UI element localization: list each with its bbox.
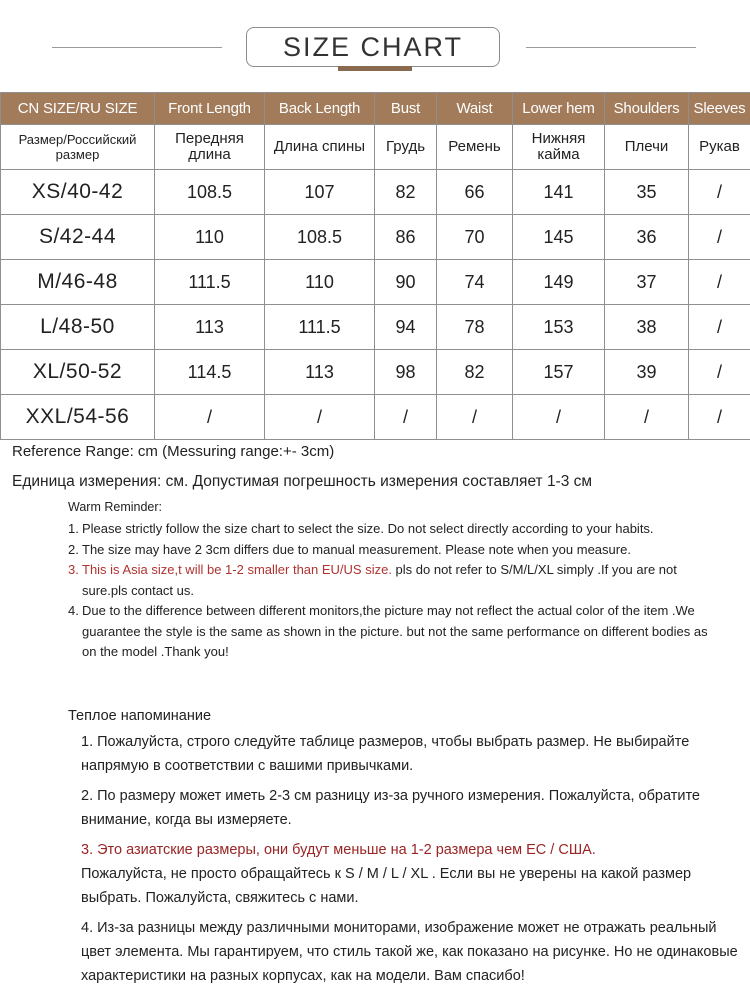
header-divider-right xyxy=(526,47,696,48)
table-cell: / xyxy=(689,395,750,440)
table-row xyxy=(1,305,750,350)
title-underline xyxy=(338,66,412,71)
table-cell: 145 xyxy=(513,215,605,260)
table-cell: 39 xyxy=(605,350,689,395)
reminder-text: pls do not refer to S/M/L/XL simply .If you are not sure.pls contact us. xyxy=(82,562,677,598)
warm-reminder xyxy=(68,500,708,663)
table-cell: 98 xyxy=(375,350,437,395)
reminder-ru-paragraph: 1. Пожалуйста, строго следуйте таблице размеров, чтобы выбрать размер. Не выбирайте напрямую в соответствии с вашими привычками. xyxy=(81,734,690,774)
table-cell: 108.5 xyxy=(155,170,265,215)
table-cell: 114.5 xyxy=(155,350,265,395)
table-cell: 38 xyxy=(605,305,689,350)
header-cell: Bust xyxy=(375,93,437,125)
size-cell: XXL/54-56 xyxy=(1,395,155,440)
header-cell: Front Length xyxy=(155,93,265,125)
table-cell: / xyxy=(265,395,375,440)
reminder-item xyxy=(68,540,708,561)
table-row xyxy=(1,215,750,260)
table-cell: 149 xyxy=(513,260,605,305)
header-cell: CN SIZE/RU SIZE xyxy=(1,93,155,125)
table-cell: 36 xyxy=(605,215,689,260)
header-cell: Back Length xyxy=(265,93,375,125)
table-cell: 66 xyxy=(437,170,513,215)
table-cell: 113 xyxy=(155,305,265,350)
table-cell: 94 xyxy=(375,305,437,350)
header-cell-ru: Рукав xyxy=(689,125,750,170)
table-cell: 86 xyxy=(375,215,437,260)
table-cell: / xyxy=(605,395,689,440)
title-box xyxy=(246,27,500,67)
table-cell: 35 xyxy=(605,170,689,215)
table-cell: / xyxy=(437,395,513,440)
header-cell-ru: Ремень xyxy=(437,125,513,170)
table-cell: / xyxy=(689,305,750,350)
table-cell: / xyxy=(375,395,437,440)
table-cell: / xyxy=(155,395,265,440)
reminder-number: 1. xyxy=(68,521,79,536)
table-row xyxy=(1,350,750,395)
table-cell: 111.5 xyxy=(155,260,265,305)
header-cell: Sleeves xyxy=(689,93,750,125)
table-cell: 90 xyxy=(375,260,437,305)
header-cell-ru: Длина спины xyxy=(265,125,375,170)
size-cell: XL/50-52 xyxy=(1,350,155,395)
page-title: SIZE CHART xyxy=(282,31,464,62)
reminder-ru-paragraph: 4. Из-за разницы между различными мониторами, изображение может не отражать реальный цвет элемента. Мы гарантируем, что стиль такой же, как показано на рисунке. Но не одинаковые характеристики на разных корпусах, как на модели. Вам спасибо! xyxy=(81,920,738,984)
table-cell: 157 xyxy=(513,350,605,395)
reminder-text: Due to the difference between different monitors,the picture may not reflect the actual color of the item .We guarantee the style is the same as shown in the picture. but not the same performance on different bodies as on the model .Thank you! xyxy=(82,603,708,659)
header-cell-ru: Передняя длина xyxy=(155,125,265,170)
table-row xyxy=(1,170,750,215)
reminder-item xyxy=(68,601,708,663)
reminder-ru-heading: Теплое напоминание xyxy=(68,708,212,724)
table-cell: 110 xyxy=(155,215,265,260)
header-row-en xyxy=(1,93,750,125)
chart-header xyxy=(0,0,750,90)
header-cell: Lower hem xyxy=(513,93,605,125)
table-cell: 70 xyxy=(437,215,513,260)
header-cell-ru: Плечи xyxy=(605,125,689,170)
table-cell: 82 xyxy=(437,350,513,395)
reminder-text: The size may have 2 3cm differs due to manual measurement. Please note when you measure. xyxy=(82,541,631,557)
table-row xyxy=(1,395,750,440)
reminder-ru-paragraph xyxy=(68,838,738,910)
header-cell-ru: Нижняя кайма xyxy=(513,125,605,170)
unit-note: Единица измерения: см. Допустимая погрешность измерения составляет 1-3 см xyxy=(12,473,593,490)
table-cell: 141 xyxy=(513,170,605,215)
table-cell: / xyxy=(689,215,750,260)
reminder-warning-text: This is Asia size,t will be 1-2 smaller than EU/US size. xyxy=(82,562,392,577)
reminder-ru-paragraph: 2. По размеру может иметь 2-3 см разницу из-за ручного измерения. Пожалуйста, обратите внимание, когда вы измеряете. xyxy=(81,788,700,828)
size-cell: S/42-44 xyxy=(1,215,155,260)
warm-reminder-heading: Warm Reminder: xyxy=(68,500,162,514)
reminder-number: 4. xyxy=(68,603,79,618)
header-cell: Waist xyxy=(437,93,513,125)
size-cell: L/48-50 xyxy=(1,305,155,350)
size-table xyxy=(0,92,750,440)
reminder-item xyxy=(68,519,708,540)
table-cell: 110 xyxy=(265,260,375,305)
table-cell: 78 xyxy=(437,305,513,350)
size-cell: M/46-48 xyxy=(1,260,155,305)
reminder-text: Please strictly follow the size chart to select the size. Do not select directly according to your habits. xyxy=(82,521,654,536)
table-row xyxy=(1,260,750,305)
table-cell: / xyxy=(689,260,750,305)
table-cell: / xyxy=(689,170,750,215)
header-cell-ru: Грудь xyxy=(375,125,437,170)
table-cell: 111.5 xyxy=(265,305,375,350)
header-divider-left xyxy=(52,47,222,48)
table-cell: 74 xyxy=(437,260,513,305)
table-cell: 37 xyxy=(605,260,689,305)
reminder-number: 2. xyxy=(68,541,79,557)
reference-range: Reference Range: cm (Messuring range:+- 3cm) xyxy=(12,443,335,460)
table-cell: 82 xyxy=(375,170,437,215)
reminder-item xyxy=(68,560,708,601)
table-cell: 113 xyxy=(265,350,375,395)
table-cell: / xyxy=(689,350,750,395)
reminder-number: 3. xyxy=(68,562,79,577)
table-cell: 153 xyxy=(513,305,605,350)
reminder-ru-warning: 3. Это азиатские размеры, они будут меньше на 1-2 размера чем ЕС / США. xyxy=(81,842,596,858)
reminder-ru xyxy=(68,706,738,994)
table-cell: 107 xyxy=(265,170,375,215)
reminder-ru-text: Пожалуйста, не просто обращайтесь к S / M / L / XL . Если вы не уверены на какой размер выбрать. Пожалуйста, свяжитесь с нами. xyxy=(81,866,692,906)
header-row-ru xyxy=(1,125,750,170)
header-cell: Shoulders xyxy=(605,93,689,125)
header-cell-ru: Размер/Российский размер xyxy=(1,125,155,170)
table-cell: 108.5 xyxy=(265,215,375,260)
table-cell: / xyxy=(513,395,605,440)
size-cell: XS/40-42 xyxy=(1,170,155,215)
